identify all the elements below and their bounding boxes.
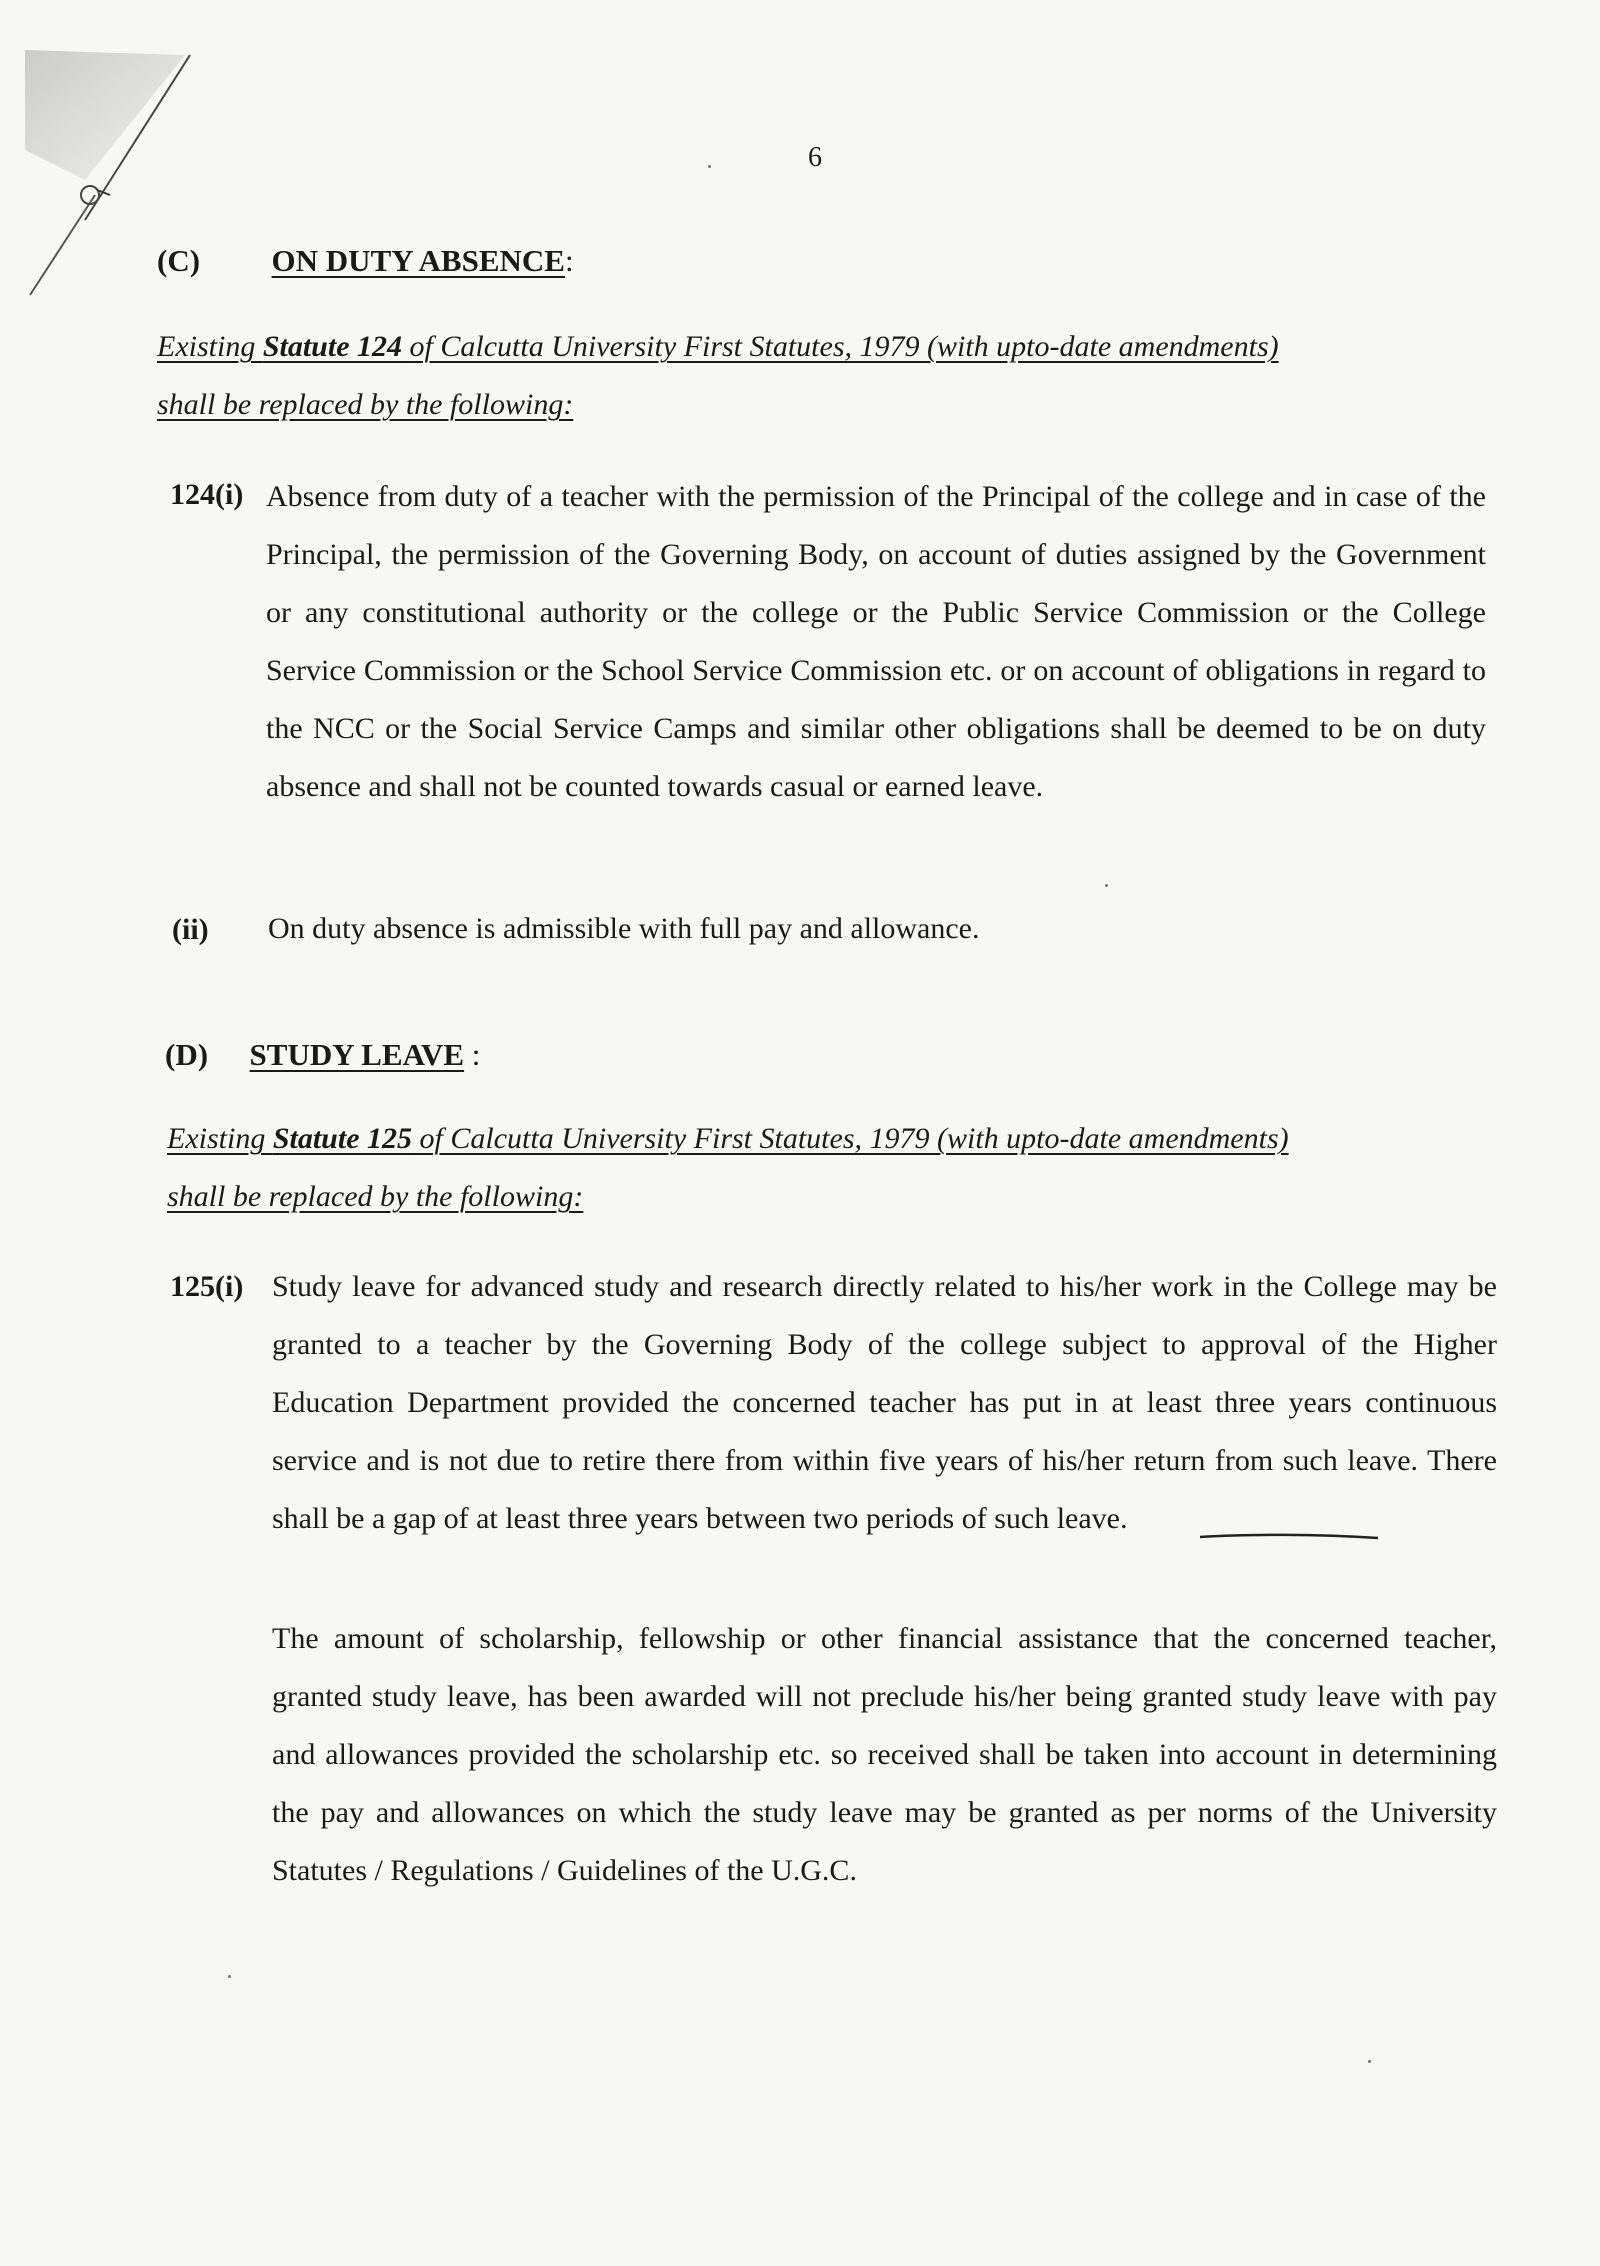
intro-word: Existing bbox=[157, 330, 263, 363]
scan-speck bbox=[1105, 884, 1108, 887]
handwritten-underline bbox=[1198, 1530, 1380, 1544]
intro-rest: of Calcutta University First Statutes, 1979 (with upto-date amendments) bbox=[412, 1122, 1289, 1155]
section-c-heading bbox=[157, 243, 574, 279]
intro-rest: of Calcutta University First Statutes, 1979 (with upto-date amendments) bbox=[402, 330, 1279, 363]
section-d-intro-line1 bbox=[167, 1122, 1289, 1156]
statute-reference: Statute 124 bbox=[262, 330, 403, 363]
section-d-intro-line2: shall be replaced by the following: bbox=[167, 1180, 584, 1213]
section-c-label: (C) bbox=[157, 243, 201, 278]
statute-reference: Statute 125 bbox=[272, 1122, 413, 1155]
section-d-heading bbox=[165, 1037, 480, 1073]
scan-speck bbox=[1368, 2060, 1371, 2063]
section-d-title: STUDY LEAVE bbox=[249, 1037, 465, 1072]
page-number: 6 bbox=[808, 142, 822, 173]
scan-speck bbox=[228, 1975, 231, 1978]
clause-125-i-para2: The amount of scholarship, fellowship or other financial assistance that the concerned teacher, granted study leave, has been awarded will not preclude his/her being granted study leave with pay and allowances provided the scholarship etc. so received shall be taken into account in determining the pay and allowances on which the study leave may be granted as per norms of the University Statutes / Regulations / Guidelines of the U.G.C. bbox=[272, 1622, 1497, 1887]
clause-124-i-text: Absence from duty of a teacher with the permission of the Principal of the college and in case of the Principal, the permission of the Governing Body, on account of duties assigned by the Government or any constitutional authority or the college or the Public Service Commission or the College Service Commission or the School Service Commission etc. or on account of obligations in regard to the NCC or the Social Service Camps and similar other obligations shall be deemed to be on duty absence and shall not be counted towards casual or earned leave. bbox=[266, 480, 1486, 803]
clause-125-i-label: 125(i) bbox=[170, 1270, 244, 1303]
section-c-intro-line1 bbox=[157, 330, 1279, 364]
section-c-intro-line2: shall be replaced by the following: bbox=[157, 388, 574, 421]
section-d-label: (D) bbox=[165, 1037, 209, 1072]
scan-speck bbox=[708, 165, 711, 168]
clause-124-ii-text: On duty absence is admissible with full pay and allowance. bbox=[268, 912, 980, 945]
section-c-title: ON DUTY ABSENCE bbox=[271, 243, 565, 278]
clause-124-ii-label: (ii) bbox=[172, 913, 209, 946]
clause-124-i-label: 124(i) bbox=[170, 478, 244, 511]
intro-word: Existing bbox=[167, 1122, 273, 1155]
section-c-colon: : bbox=[564, 243, 574, 278]
section-d-colon: : bbox=[464, 1037, 481, 1072]
clause-125-i-text: Study leave for advanced study and research directly related to his/her work in the College may be granted to a teacher by the Governing Body of the college subject to approval of the Higher Education Department provided the concerned teacher has put in at least three years continuous service and is not due to retire there from within five years of his/her return from such leave. There shall be a gap of at least three years between two periods of such leave. bbox=[272, 1270, 1497, 1535]
